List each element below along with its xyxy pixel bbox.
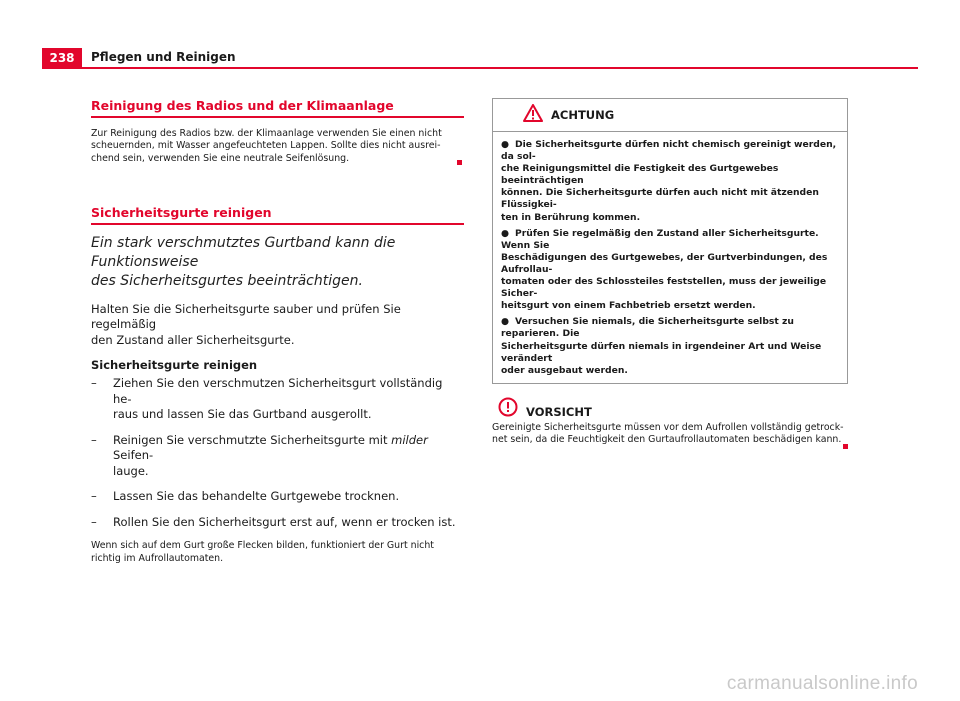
text-line: Zur Reinigung des Radios bzw. der Klimaanlage verwenden Sie einen nicht [91,128,442,139]
caution-text [492,422,848,447]
section-end-marker [457,160,462,165]
text-line: Gereinigte Sicherheitsgurte müssen vor dem Aufrollen vollständig getrock- [492,421,844,433]
warning-item [501,316,839,376]
right-column [492,98,848,446]
section-heading-radio: Reinigung des Radios und der Klimaanlage [91,98,464,118]
text-line: che Reinigungsmittel die Festigkeit des Gurtgewebes beeinträchtigen [501,163,779,187]
list-item [91,376,464,423]
text-line: Beschädigungen des Gurtgewebes, der Gurtverbindungen, des Aufrollau- [501,251,828,275]
text-line: lauge. [113,463,149,478]
text-line: raus und lassen Sie das Gurtband ausgerollt. [113,407,372,422]
warning-item [501,228,839,313]
text-line: können. Die Sicherheitsgurte dürfen auch nicht mit ätzenden Flüssigkei- [501,187,819,211]
text-part: Reinigen Sie verschmutzte Sicherheitsgurte mit [113,432,392,447]
text-line: Halten Sie die Sicherheitsgurte sauber und prüfen Sie regelmäßig [91,301,401,332]
warning-item [501,139,839,224]
watermark: carmanualsonline.info [726,673,918,694]
caution-title: VORSICHT [526,404,592,419]
text-line: Versuchen Sie niemals, die Sicherheitsgurte selbst zu reparieren. Die [501,316,794,340]
section-end-marker [843,444,848,449]
text-line: ten in Berührung kommen. [501,211,641,223]
emphasis-text: milder [391,432,428,447]
warning-body [493,132,847,383]
caution-exclamation-icon [498,397,518,421]
text-line: Sicherheitsgurte dürfen niemals in irgendeiner Art und Weise verändert [501,340,822,364]
text-line: tomaten oder des Schlossteiles feststellen, muss der jeweilige Sicher- [501,276,827,300]
list-item [91,515,464,531]
warning-box [492,98,848,384]
text-line: oder ausgebaut werden. [501,364,628,376]
bullet: ● [501,139,510,150]
header-divider [42,67,918,69]
warning-title: ACHTUNG [551,108,615,122]
radio-cleaning-text [91,128,464,165]
section-heading-seatbelt: Sicherheitsgurte reinigen [91,205,464,225]
caution-block [492,398,848,447]
chapter-title: Pflegen und Reinigen [91,50,236,64]
dash-bullet: – [91,376,97,391]
dash-bullet: – [91,514,97,529]
text-line: Prüfen Sie regelmäßig den Zustand aller Sicherheitsgurte. Wenn Sie [501,227,819,251]
warning-header [493,99,847,132]
dash-bullet: – [91,432,97,447]
text-line: Wenn sich auf dem Gurt große Flecken bilden, funktioniert der Gurt nicht [91,540,434,552]
text-line: Ein stark verschmutztes Gurtband kann die Funktionsweise [91,234,396,270]
bullet: ● [501,227,510,239]
note-text [91,540,464,565]
left-column [91,98,464,565]
page-number: 238 [42,48,82,68]
caution-header [492,398,848,420]
text-line: Lassen Sie das behandelte Gurtgewebe trocknen. [113,489,400,504]
text-line: Rollen Sie den Sicherheitsgurt erst auf, wenn er trocken ist. [113,514,456,529]
warning-triangle-icon [523,104,543,126]
text-line: Ziehen Sie den verschmutzen Sicherheitsgurt vollständig he- [113,376,443,406]
text-line: heitsgurt von einem Fachbetrieb ersetzt werden. [501,300,756,312]
list-item [91,433,464,480]
text-line: richtig im Aufrollautomaten. [91,552,224,564]
text-line: Die Sicherheitsgurte dürfen nicht chemisch gereinigt werden, da sol- [501,139,837,163]
lead-text [91,234,464,291]
text-line: scheuernden, mit Wasser angefeuchteten Lappen. Sollte dies nicht ausrei- [91,140,441,152]
dash-bullet: – [91,489,97,504]
text-line: net sein, da die Feuchtigkeit den Gurtaufrollautomaten beschädigen kann. [492,434,842,446]
list-item [91,489,464,505]
bullet: ● [501,316,510,328]
text-line: den Zustand aller Sicherheitsgurte. [91,332,295,347]
text-line: des Sicherheitsgurtes beeinträchtigen. [91,272,363,289]
steps-list [91,376,464,530]
text-part: Seifen- [113,448,154,463]
steps-subheading: Sicherheitsgurte reinigen [91,358,258,373]
intro-text [91,302,464,349]
seatbelt-section [91,205,464,565]
text-line: chend sein, verwenden Sie eine neutrale Seifenlösung. [91,152,350,164]
